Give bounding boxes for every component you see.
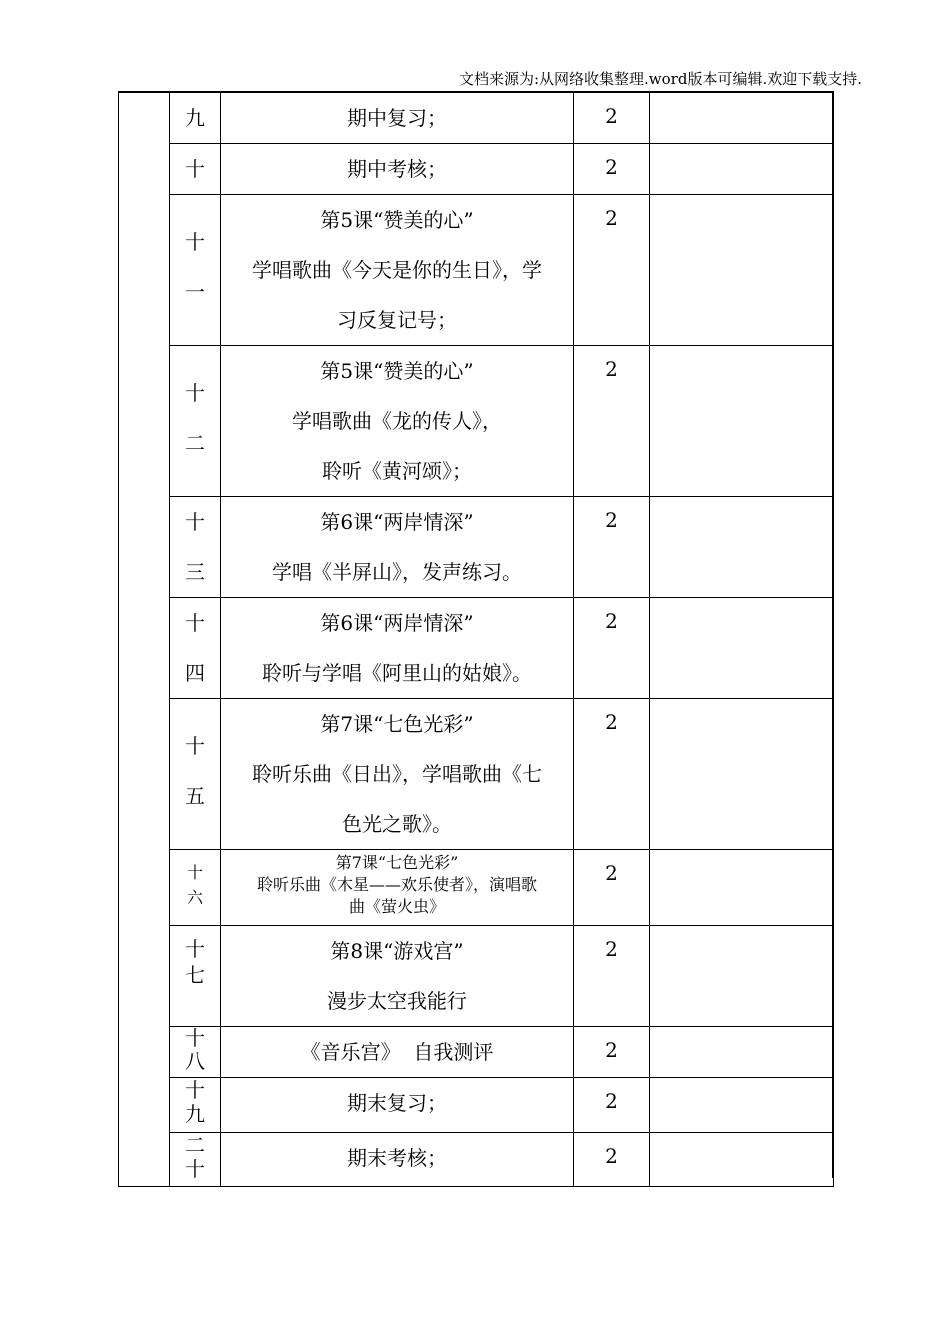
hours-cell: 2 <box>574 699 650 850</box>
hours-cell: 2 <box>574 1027 650 1078</box>
week-cell: 二 十 <box>170 1133 221 1187</box>
remarks-cell <box>650 346 834 497</box>
hours-cell: 2 <box>574 195 650 346</box>
content-cell: 期末考核； <box>221 1133 574 1187</box>
week-cell: 十 六 <box>170 850 221 926</box>
hours-cell: 2 <box>574 1078 650 1133</box>
remarks-cell <box>650 1133 834 1187</box>
table-row <box>119 926 834 1027</box>
hours-cell: 2 <box>574 144 650 195</box>
remarks-cell <box>650 92 834 144</box>
week-cell: 十 一 <box>170 195 221 346</box>
content-cell: 第8课“游戏宫” 漫步太空我能行 <box>221 926 574 1027</box>
week-cell: 十 <box>170 144 221 195</box>
hours-cell: 2 <box>574 92 650 144</box>
content-cell: 第6课“两岸情深” 学唱《半屏山》，发声练习。 <box>221 497 574 598</box>
table-row <box>119 92 834 144</box>
table-row <box>119 144 834 195</box>
content-cell: 第7课“七色光彩” 聆听乐曲《日出》，学唱歌曲《七 色光之歌》。 <box>221 699 574 850</box>
week-cell: 十 五 <box>170 699 221 850</box>
schedule-table <box>118 91 834 1187</box>
table-row <box>119 346 834 497</box>
table-row <box>119 195 834 346</box>
hours-cell: 2 <box>574 346 650 497</box>
content-cell: 《音乐宫》 自我测评 <box>221 1027 574 1078</box>
remarks-cell <box>650 598 834 699</box>
remarks-cell <box>650 699 834 850</box>
table-row <box>119 598 834 699</box>
table-right-border <box>832 91 834 1178</box>
header-source-note: 文档来源为:从网络收集整理.word版本可编辑.欢迎下载支持. <box>458 70 862 88</box>
week-cell: 十 八 <box>170 1027 221 1078</box>
hours-cell: 2 <box>574 598 650 699</box>
table-row <box>119 850 834 926</box>
hours-cell: 2 <box>574 850 650 926</box>
content-cell: 第6课“两岸情深” 聆听与学唱《阿里山的姑娘》。 <box>221 598 574 699</box>
week-cell: 十 二 <box>170 346 221 497</box>
remarks-cell <box>650 1078 834 1133</box>
remarks-cell <box>650 144 834 195</box>
remarks-cell <box>650 926 834 1027</box>
table-row <box>119 1133 834 1187</box>
remarks-cell <box>650 497 834 598</box>
content-cell: 期末复习； <box>221 1078 574 1133</box>
hours-cell: 2 <box>574 1133 650 1187</box>
week-cell: 九 <box>170 92 221 144</box>
week-cell: 十 七 <box>170 926 221 1027</box>
content-cell: 第5课“赞美的心” 学唱歌曲《龙的传人》， 聆听《黄河颂》； <box>221 346 574 497</box>
content-cell: 第7课“七色光彩” 聆听乐曲《木星——欢乐使者》，演唱歌 曲《萤火虫》 <box>221 850 574 926</box>
remarks-cell <box>650 195 834 346</box>
table-row <box>119 699 834 850</box>
side-merged-cell <box>119 92 170 1187</box>
content-cell: 期中考核； <box>221 144 574 195</box>
hours-cell: 2 <box>574 497 650 598</box>
remarks-cell <box>650 850 834 926</box>
week-cell: 十 三 <box>170 497 221 598</box>
week-cell: 十 九 <box>170 1078 221 1133</box>
content-cell: 第5课“赞美的心” 学唱歌曲《今天是你的生日》，学 习反复记号； <box>221 195 574 346</box>
week-cell: 十 四 <box>170 598 221 699</box>
table-row <box>119 1078 834 1133</box>
hours-cell: 2 <box>574 926 650 1027</box>
table-row <box>119 1027 834 1078</box>
content-cell: 期中复习； <box>221 92 574 144</box>
table-row <box>119 497 834 598</box>
remarks-cell <box>650 1027 834 1078</box>
